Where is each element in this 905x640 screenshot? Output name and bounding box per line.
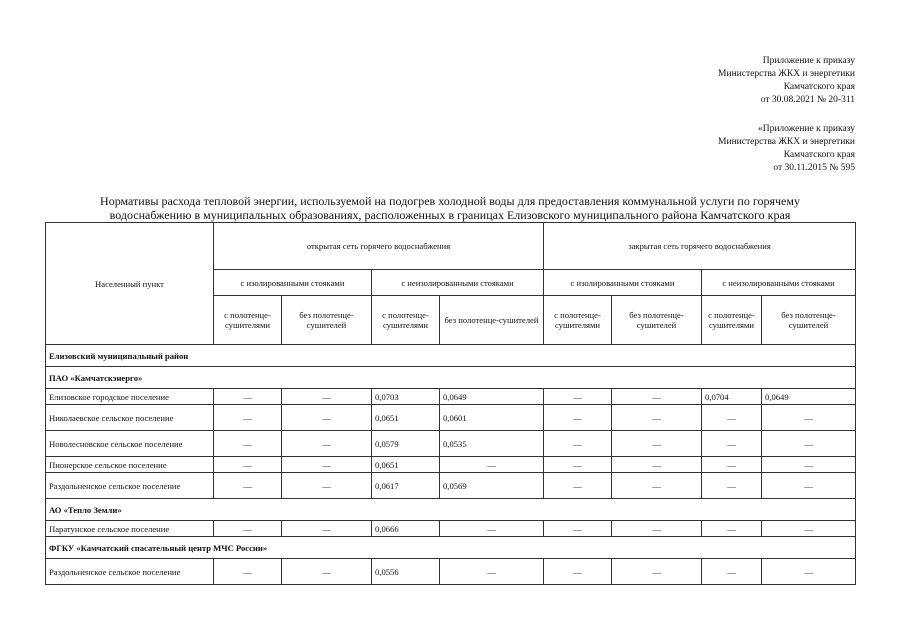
- value-cell: —: [762, 473, 856, 499]
- value-cell: —: [282, 405, 372, 431]
- value-cell: —: [612, 457, 702, 473]
- value-cell: —: [612, 521, 702, 537]
- value-cell: —: [282, 521, 372, 537]
- value-cell: —: [612, 559, 702, 585]
- value-cell: —: [544, 405, 612, 431]
- value-cell: —: [440, 457, 544, 473]
- leaf-header-with-towel-dryer: с полотенце-сушителями: [214, 296, 282, 345]
- value-cell: —: [762, 457, 856, 473]
- title-line: Нормативы расхода тепловой энергии, используемой на подогрев холодной воды для предоставления коммунальной услуги по горячему: [100, 194, 800, 208]
- value-cell: —: [214, 559, 282, 585]
- value-cell: 0,0535: [440, 431, 544, 457]
- value-cell: 0,0569: [440, 473, 544, 499]
- value-cell: —: [214, 521, 282, 537]
- value-cell: 0,0651: [372, 405, 440, 431]
- org-row: ФГКУ «Камчатский спасательный центр МЧС России»: [46, 537, 856, 559]
- settlement-name: Новолесновское сельское поселение: [46, 431, 214, 457]
- value-cell: —: [702, 559, 762, 585]
- settlement-name: Пионерское сельское поселение: [46, 457, 214, 473]
- settlement-name: Николаевское сельское поселение: [46, 405, 214, 431]
- title-line: водоснабжению в муниципальных образованиях, расположенных в границах Елизовского муниципального района Камчатского края: [109, 208, 791, 222]
- value-cell: —: [762, 559, 856, 585]
- header-line: Приложение к приказу: [762, 56, 855, 66]
- value-cell: —: [282, 473, 372, 499]
- header-line: «Приложение к приказу: [757, 124, 855, 134]
- value-cell: —: [440, 559, 544, 585]
- norms-table: [45, 222, 856, 585]
- region-row: Елизовский муниципальный район: [46, 345, 856, 367]
- value-cell: 0,0703: [372, 389, 440, 405]
- value-cell: —: [214, 473, 282, 499]
- value-cell: —: [612, 431, 702, 457]
- col-header-open-network: открытая сеть горячего водоснабжения: [214, 223, 544, 270]
- value-cell: —: [282, 559, 372, 585]
- header-line: Камчатского края: [783, 150, 855, 160]
- value-cell: —: [702, 431, 762, 457]
- value-cell: 0,0651: [372, 457, 440, 473]
- value-cell: 0,0601: [440, 405, 544, 431]
- header-line: Министерства ЖКХ и энергетики: [718, 69, 855, 79]
- header-line: Камчатского края: [783, 82, 855, 92]
- value-cell: —: [762, 521, 856, 537]
- value-cell: 0,0649: [762, 389, 856, 405]
- header-line: от 30.11.2015 № 595: [773, 163, 855, 173]
- value-cell: —: [612, 405, 702, 431]
- value-cell: —: [702, 473, 762, 499]
- value-cell: 0,0649: [440, 389, 544, 405]
- value-cell: 0,0704: [702, 389, 762, 405]
- col-header-settlement: Населенный пункт: [46, 223, 214, 345]
- value-cell: —: [282, 389, 372, 405]
- value-cell: —: [544, 389, 612, 405]
- subheader-noninsulated: с неизолированными стояками: [702, 270, 856, 296]
- org-row: ПАО «Камчатскэнерго»: [46, 367, 856, 389]
- subheader-insulated: с изолированными стояками: [214, 270, 372, 296]
- leaf-header-with-towel-dryer: с полотенце-сушителями: [372, 296, 440, 345]
- value-cell: —: [214, 389, 282, 405]
- value-cell: —: [282, 457, 372, 473]
- value-cell: —: [544, 521, 612, 537]
- value-cell: —: [544, 559, 612, 585]
- value-cell: 0,0617: [372, 473, 440, 499]
- value-cell: —: [544, 473, 612, 499]
- leaf-header-without-towel-dryer: без полотенце-сушителей: [440, 296, 544, 345]
- value-cell: —: [544, 457, 612, 473]
- order-header-current: [718, 55, 855, 107]
- header-line: Министерства ЖКХ и энергетики: [718, 137, 855, 147]
- leaf-header-without-towel-dryer: без полотенце-сушителей: [762, 296, 856, 345]
- order-header-original: [718, 123, 855, 175]
- value-cell: —: [612, 473, 702, 499]
- leaf-header-with-towel-dryer: с полотенце-сушителями: [702, 296, 762, 345]
- settlement-name: Паратунское сельское поселение: [46, 521, 214, 537]
- value-cell: —: [544, 431, 612, 457]
- value-cell: 0,0666: [372, 521, 440, 537]
- leaf-header-without-towel-dryer: без полотенце-сушителей: [282, 296, 372, 345]
- settlement-name: Раздольненское сельское поселение: [46, 559, 214, 585]
- value-cell: —: [702, 457, 762, 473]
- value-cell: —: [214, 405, 282, 431]
- subheader-noninsulated: с неизолированными стояками: [372, 270, 544, 296]
- leaf-header-without-towel-dryer: без полотенце-сушителей: [612, 296, 702, 345]
- col-header-closed-network: закрытая сеть горячего водоснабжения: [544, 223, 856, 270]
- value-cell: —: [702, 405, 762, 431]
- org-row: АО «Тепло Земли»: [46, 499, 856, 521]
- value-cell: —: [282, 431, 372, 457]
- value-cell: —: [762, 405, 856, 431]
- settlement-name: Раздольненское сельское поселение: [46, 473, 214, 499]
- value-cell: —: [440, 521, 544, 537]
- header-line: от 30.08.2021 № 20-311: [760, 95, 855, 105]
- value-cell: —: [612, 389, 702, 405]
- document-title: [45, 194, 855, 222]
- value-cell: —: [702, 521, 762, 537]
- value-cell: —: [214, 457, 282, 473]
- value-cell: —: [214, 431, 282, 457]
- leaf-header-with-towel-dryer: с полотенце-сушителями: [544, 296, 612, 345]
- value-cell: 0,0556: [372, 559, 440, 585]
- settlement-name: Елизовское городское поселение: [46, 389, 214, 405]
- subheader-insulated: с изолированными стояками: [544, 270, 702, 296]
- value-cell: 0,0579: [372, 431, 440, 457]
- value-cell: —: [762, 431, 856, 457]
